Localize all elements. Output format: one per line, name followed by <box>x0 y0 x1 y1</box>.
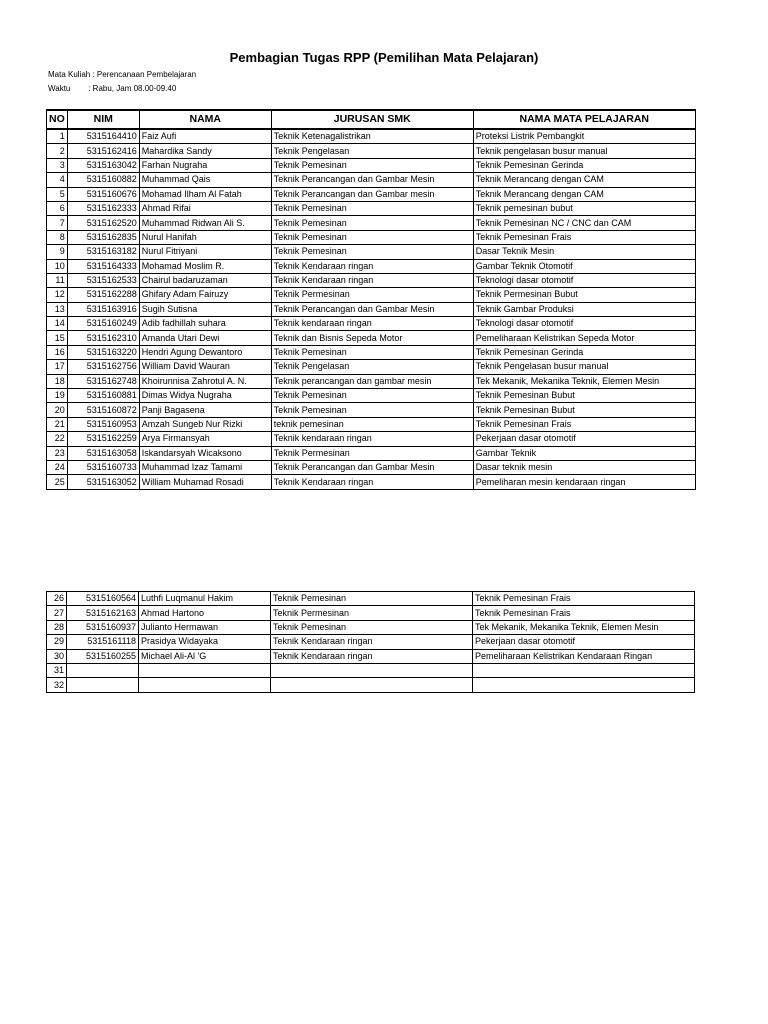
table-row <box>47 446 696 460</box>
table-row <box>47 432 696 446</box>
mata-kuliah-line <box>48 70 196 79</box>
cell-nim: 5315163052 <box>67 475 139 489</box>
table-row <box>47 360 696 374</box>
cell-nama: Iskandarsyah Wicaksono <box>139 446 271 460</box>
cell-mata-pelajaran <box>473 663 695 677</box>
cell-nama: Dimas Widya Nugraha <box>139 389 271 403</box>
cell-jurusan: Teknik Pemesinan <box>271 201 473 215</box>
cell-nama: Farhan Nugraha <box>139 158 271 172</box>
table-row <box>47 288 696 302</box>
cell-mata-pelajaran: Teknik Merancang dengan CAM <box>473 173 695 187</box>
cell-nama: William Muhamad Rosadi <box>139 475 271 489</box>
cell-nama: Sugih Sutisna <box>139 302 271 316</box>
cell-nim: 5315162520 <box>67 216 139 230</box>
cell-nama: Ghifary Adam Fairuzy <box>139 288 271 302</box>
cell-jurusan: Teknik Pengelasan <box>271 144 473 158</box>
cell-nim: 5315161118 <box>67 635 139 649</box>
cell-nama: Muhammad Izaz Tamami <box>139 460 271 474</box>
cell-nama: Chairul badaruzaman <box>139 273 271 287</box>
table-row <box>47 187 696 201</box>
cell-nim: 5315163220 <box>67 345 139 359</box>
cell-nim: 5315164410 <box>67 129 139 144</box>
cell-no: 3 <box>47 158 68 172</box>
table-row <box>47 592 695 606</box>
cell-jurusan: Teknik Perancangan dan Gambar mesin <box>271 187 473 201</box>
cell-nim: 5315160872 <box>67 403 139 417</box>
cell-mata-pelajaran: Teknologi dasar otomotif <box>473 317 695 331</box>
cell-nim: 5315162748 <box>67 374 139 388</box>
cell-mata-pelajaran: Teknik Pemesinan Frais <box>473 606 695 620</box>
cell-nim: 5315162756 <box>67 360 139 374</box>
cell-nama: Arya Firmansyah <box>139 432 271 446</box>
cell-no: 7 <box>47 216 68 230</box>
cell-jurusan: Teknik Pemesinan <box>271 389 473 403</box>
table-row <box>47 201 696 215</box>
cell-jurusan: Teknik Kendaraan ringan <box>271 475 473 489</box>
cell-nama: Nurul Fitriyani <box>139 245 271 259</box>
cell-nama: Amanda Utari Dewi <box>139 331 271 345</box>
cell-nama: Adib fadhillah suhara <box>139 317 271 331</box>
cell-nim: 5315160255 <box>67 649 139 663</box>
table-row <box>47 678 695 692</box>
cell-nim: 5315162288 <box>67 288 139 302</box>
cell-nim: 5315164333 <box>67 259 139 273</box>
cell-nama: Khoirunnisa Zahrotul A. N. <box>139 374 271 388</box>
cell-jurusan: Teknik Kendaraan ringan <box>271 259 473 273</box>
cell-nama: Mohamad Ilham Al Fatah <box>139 187 271 201</box>
cell-nama: Muhammad Ridwan Ali S. <box>139 216 271 230</box>
cell-jurusan: Teknik Pemesinan <box>271 216 473 230</box>
cell-mata-pelajaran: Proteksi Listrik Pembangkit <box>473 129 695 144</box>
cell-mata-pelajaran: Teknik Pemesinan Frais <box>473 417 695 431</box>
cell-nama: William David Wauran <box>139 360 271 374</box>
table-row <box>47 635 695 649</box>
cell-no: 16 <box>47 345 68 359</box>
cell-jurusan: Teknik Pemesinan <box>271 592 473 606</box>
table-row <box>47 389 696 403</box>
cell-mata-pelajaran: Tek Mekanik, Mekanika Teknik, Elemen Mesin <box>473 374 695 388</box>
cell-jurusan: Teknik Pemesinan <box>271 620 473 634</box>
table-row <box>47 606 695 620</box>
cell-no: 1 <box>47 129 68 144</box>
table-row <box>47 403 696 417</box>
cell-jurusan: Teknik Perancangan dan Gambar Mesin <box>271 173 473 187</box>
cell-no: 4 <box>47 173 68 187</box>
cell-nim <box>67 663 139 677</box>
cell-no: 30 <box>47 649 67 663</box>
cell-mata-pelajaran <box>473 678 695 692</box>
cell-nim: 5315162259 <box>67 432 139 446</box>
cell-jurusan: Teknik Pemesinan <box>271 403 473 417</box>
mata-kuliah-value: : Perencanaan Pembelajaran <box>92 70 197 79</box>
cell-mata-pelajaran: Teknik Gambar Produksi <box>473 302 695 316</box>
cell-nama: Luthfi Luqmanul Hakim <box>139 592 271 606</box>
cell-nama <box>139 678 271 692</box>
cell-mata-pelajaran: Dasar Teknik Mesin <box>473 245 695 259</box>
table-row <box>47 259 696 273</box>
cell-nim <box>67 678 139 692</box>
header-nim: NIM <box>67 110 139 129</box>
cell-mata-pelajaran: Gambar Teknik <box>473 446 695 460</box>
cell-no: 9 <box>47 245 68 259</box>
cell-no: 25 <box>47 475 68 489</box>
cell-jurusan: Teknik Kendaraan ringan <box>271 273 473 287</box>
cell-mata-pelajaran: Pekerjaan dasar otomotif <box>473 432 695 446</box>
cell-no: 19 <box>47 389 68 403</box>
cell-nama: Mohamad Moslim R. <box>139 259 271 273</box>
cell-no: 26 <box>47 592 67 606</box>
cell-jurusan: Teknik Ketenagalistrikan <box>271 129 473 144</box>
cell-nim: 5315162333 <box>67 201 139 215</box>
cell-mata-pelajaran: Teknik Pemesinan Bubut <box>473 403 695 417</box>
cell-mata-pelajaran: Teknik Pemesinan Bubut <box>473 389 695 403</box>
cell-no: 17 <box>47 360 68 374</box>
cell-no: 18 <box>47 374 68 388</box>
cell-jurusan <box>271 663 473 677</box>
cell-nama: Amzah Sungeb Nur Rizki <box>139 417 271 431</box>
cell-nim: 5315163058 <box>67 446 139 460</box>
cell-mata-pelajaran: Pemeliharan mesin kendaraan ringan <box>473 475 695 489</box>
cell-no: 27 <box>47 606 67 620</box>
cell-nama: Hendri Agung Dewantoro <box>139 345 271 359</box>
cell-no: 13 <box>47 302 68 316</box>
cell-jurusan: Teknik Pemesinan <box>271 230 473 244</box>
cell-no: 11 <box>47 273 68 287</box>
cell-no: 23 <box>47 446 68 460</box>
waktu-value: : Rabu, Jam 08.00-09.40 <box>88 84 177 93</box>
cell-no: 15 <box>47 331 68 345</box>
cell-mata-pelajaran: Teknik Pemesinan Frais <box>473 230 695 244</box>
cell-nama <box>139 663 271 677</box>
cell-mata-pelajaran: Pemeliharaan Kelistrikan Sepeda Motor <box>473 331 695 345</box>
table-row <box>47 144 696 158</box>
table-row <box>47 302 696 316</box>
table-row <box>47 331 696 345</box>
cell-jurusan: Teknik Perancangan dan Gambar Mesin <box>271 302 473 316</box>
table-header-row <box>47 110 696 129</box>
cell-jurusan: Teknik Kendaraan ringan <box>271 649 473 663</box>
cell-nim: 5315163182 <box>67 245 139 259</box>
cell-nim: 5315160676 <box>67 187 139 201</box>
cell-nim: 5315162310 <box>67 331 139 345</box>
cell-no: 12 <box>47 288 68 302</box>
cell-nim: 5315160249 <box>67 317 139 331</box>
assignment-table-part-2 <box>46 591 695 693</box>
cell-nama: Nurul Hanifah <box>139 230 271 244</box>
table-row <box>47 649 695 663</box>
table-row <box>47 273 696 287</box>
cell-no: 31 <box>47 663 67 677</box>
cell-jurusan: Teknik Pemesinan <box>271 158 473 172</box>
cell-no: 28 <box>47 620 67 634</box>
cell-nim: 5315160733 <box>67 460 139 474</box>
table-row <box>47 158 696 172</box>
cell-mata-pelajaran: Teknik Pemesinan Gerinda <box>473 158 695 172</box>
table-row <box>47 620 695 634</box>
cell-jurusan: Teknik kendaraan ringan <box>271 432 473 446</box>
cell-no: 21 <box>47 417 68 431</box>
document-title: Pembagian Tugas RPP (Pemilihan Mata Pelajaran) <box>229 50 539 65</box>
cell-jurusan: Teknik Perancangan dan Gambar Mesin <box>271 460 473 474</box>
waktu-label: Waktu <box>48 84 71 93</box>
cell-jurusan: Teknik dan Bisnis Sepeda Motor <box>271 331 473 345</box>
cell-no: 8 <box>47 230 68 244</box>
cell-jurusan: Teknik perancangan dan gambar mesin <box>271 374 473 388</box>
header-mata-pelajaran: NAMA MATA PELAJARAN <box>473 110 695 129</box>
cell-nim: 5315162533 <box>67 273 139 287</box>
cell-nim: 5315163042 <box>67 158 139 172</box>
cell-mata-pelajaran: Tek Mekanik, Mekanika Teknik, Elemen Mesin <box>473 620 695 634</box>
cell-no: 2 <box>47 144 68 158</box>
cell-mata-pelajaran: Teknik Pengelasan busur manual <box>473 360 695 374</box>
cell-nama: Panji Bagasena <box>139 403 271 417</box>
table-row <box>47 374 696 388</box>
cell-no: 14 <box>47 317 68 331</box>
cell-no: 29 <box>47 635 67 649</box>
cell-nama: Prasidya Widayaka <box>139 635 271 649</box>
header-no: NO <box>47 110 68 129</box>
waktu-line <box>48 84 176 93</box>
cell-mata-pelajaran: Teknik Pemesinan Frais <box>473 592 695 606</box>
header-jurusan: JURUSAN SMK <box>271 110 473 129</box>
table-row <box>47 475 696 489</box>
cell-mata-pelajaran: Dasar teknik mesin <box>473 460 695 474</box>
header-nama: NAMA <box>139 110 271 129</box>
mata-kuliah-label: Mata Kuliah <box>48 70 91 79</box>
cell-nama: Faiz Aufi <box>139 129 271 144</box>
cell-mata-pelajaran: Pekerjaan dasar otomotif <box>473 635 695 649</box>
cell-jurusan: Teknik Pemesinan <box>271 345 473 359</box>
cell-jurusan: Teknik Pengelasan <box>271 360 473 374</box>
cell-no: 22 <box>47 432 68 446</box>
cell-mata-pelajaran: Teknik Merancang dengan CAM <box>473 187 695 201</box>
table-row <box>47 460 696 474</box>
cell-no: 32 <box>47 678 67 692</box>
cell-mata-pelajaran: Teknik pemesinan bubut <box>473 201 695 215</box>
cell-nama: Mahardika Sandy <box>139 144 271 158</box>
cell-nim: 5315160953 <box>67 417 139 431</box>
cell-nama: Ahmad Hartono <box>139 606 271 620</box>
table-row <box>47 345 696 359</box>
cell-no: 6 <box>47 201 68 215</box>
cell-mata-pelajaran: Teknologi dasar otomotif <box>473 273 695 287</box>
table-row <box>47 317 696 331</box>
table-row <box>47 129 696 144</box>
cell-jurusan <box>271 678 473 692</box>
cell-mata-pelajaran: Teknik pengelasan busur manual <box>473 144 695 158</box>
cell-no: 5 <box>47 187 68 201</box>
cell-nim: 5315162163 <box>67 606 139 620</box>
cell-mata-pelajaran: Gambar Teknik Otomotif <box>473 259 695 273</box>
cell-nama: Michael Ali-Al 'G <box>139 649 271 663</box>
table-row <box>47 245 696 259</box>
table-row <box>47 216 696 230</box>
cell-jurusan: Teknik Pemesinan <box>271 245 473 259</box>
cell-nama: Julianto Hermawan <box>139 620 271 634</box>
cell-jurusan: Teknik Permesinan <box>271 288 473 302</box>
assignment-table-part-1 <box>46 109 696 490</box>
cell-nim: 5315160564 <box>67 592 139 606</box>
cell-jurusan: Teknik Permesinan <box>271 606 473 620</box>
cell-nim: 5315160882 <box>67 173 139 187</box>
cell-nama: Muhammad Qais <box>139 173 271 187</box>
cell-mata-pelajaran: Teknik Pemesinan Gerinda <box>473 345 695 359</box>
table-row <box>47 417 696 431</box>
cell-no: 24 <box>47 460 68 474</box>
cell-nim: 5315162835 <box>67 230 139 244</box>
table-row <box>47 230 696 244</box>
cell-jurusan: Teknik Permesinan <box>271 446 473 460</box>
cell-jurusan: Teknik Kendaraan ringan <box>271 635 473 649</box>
table-row <box>47 173 696 187</box>
cell-jurusan: Teknik kendaraan ringan <box>271 317 473 331</box>
cell-mata-pelajaran: Pemeliharaan Kelistrikan Kendaraan Ringan <box>473 649 695 663</box>
cell-nim: 5315160881 <box>67 389 139 403</box>
cell-no: 10 <box>47 259 68 273</box>
cell-jurusan: teknik pemesinan <box>271 417 473 431</box>
cell-no: 20 <box>47 403 68 417</box>
cell-nim: 5315160937 <box>67 620 139 634</box>
table-row <box>47 663 695 677</box>
cell-mata-pelajaran: Teknik Pemesinan NC / CNC dan CAM <box>473 216 695 230</box>
cell-nim: 5315163916 <box>67 302 139 316</box>
cell-nama: Ahmad Rifai <box>139 201 271 215</box>
cell-nim: 5315162416 <box>67 144 139 158</box>
cell-mata-pelajaran: Teknik Permesinan Bubut <box>473 288 695 302</box>
